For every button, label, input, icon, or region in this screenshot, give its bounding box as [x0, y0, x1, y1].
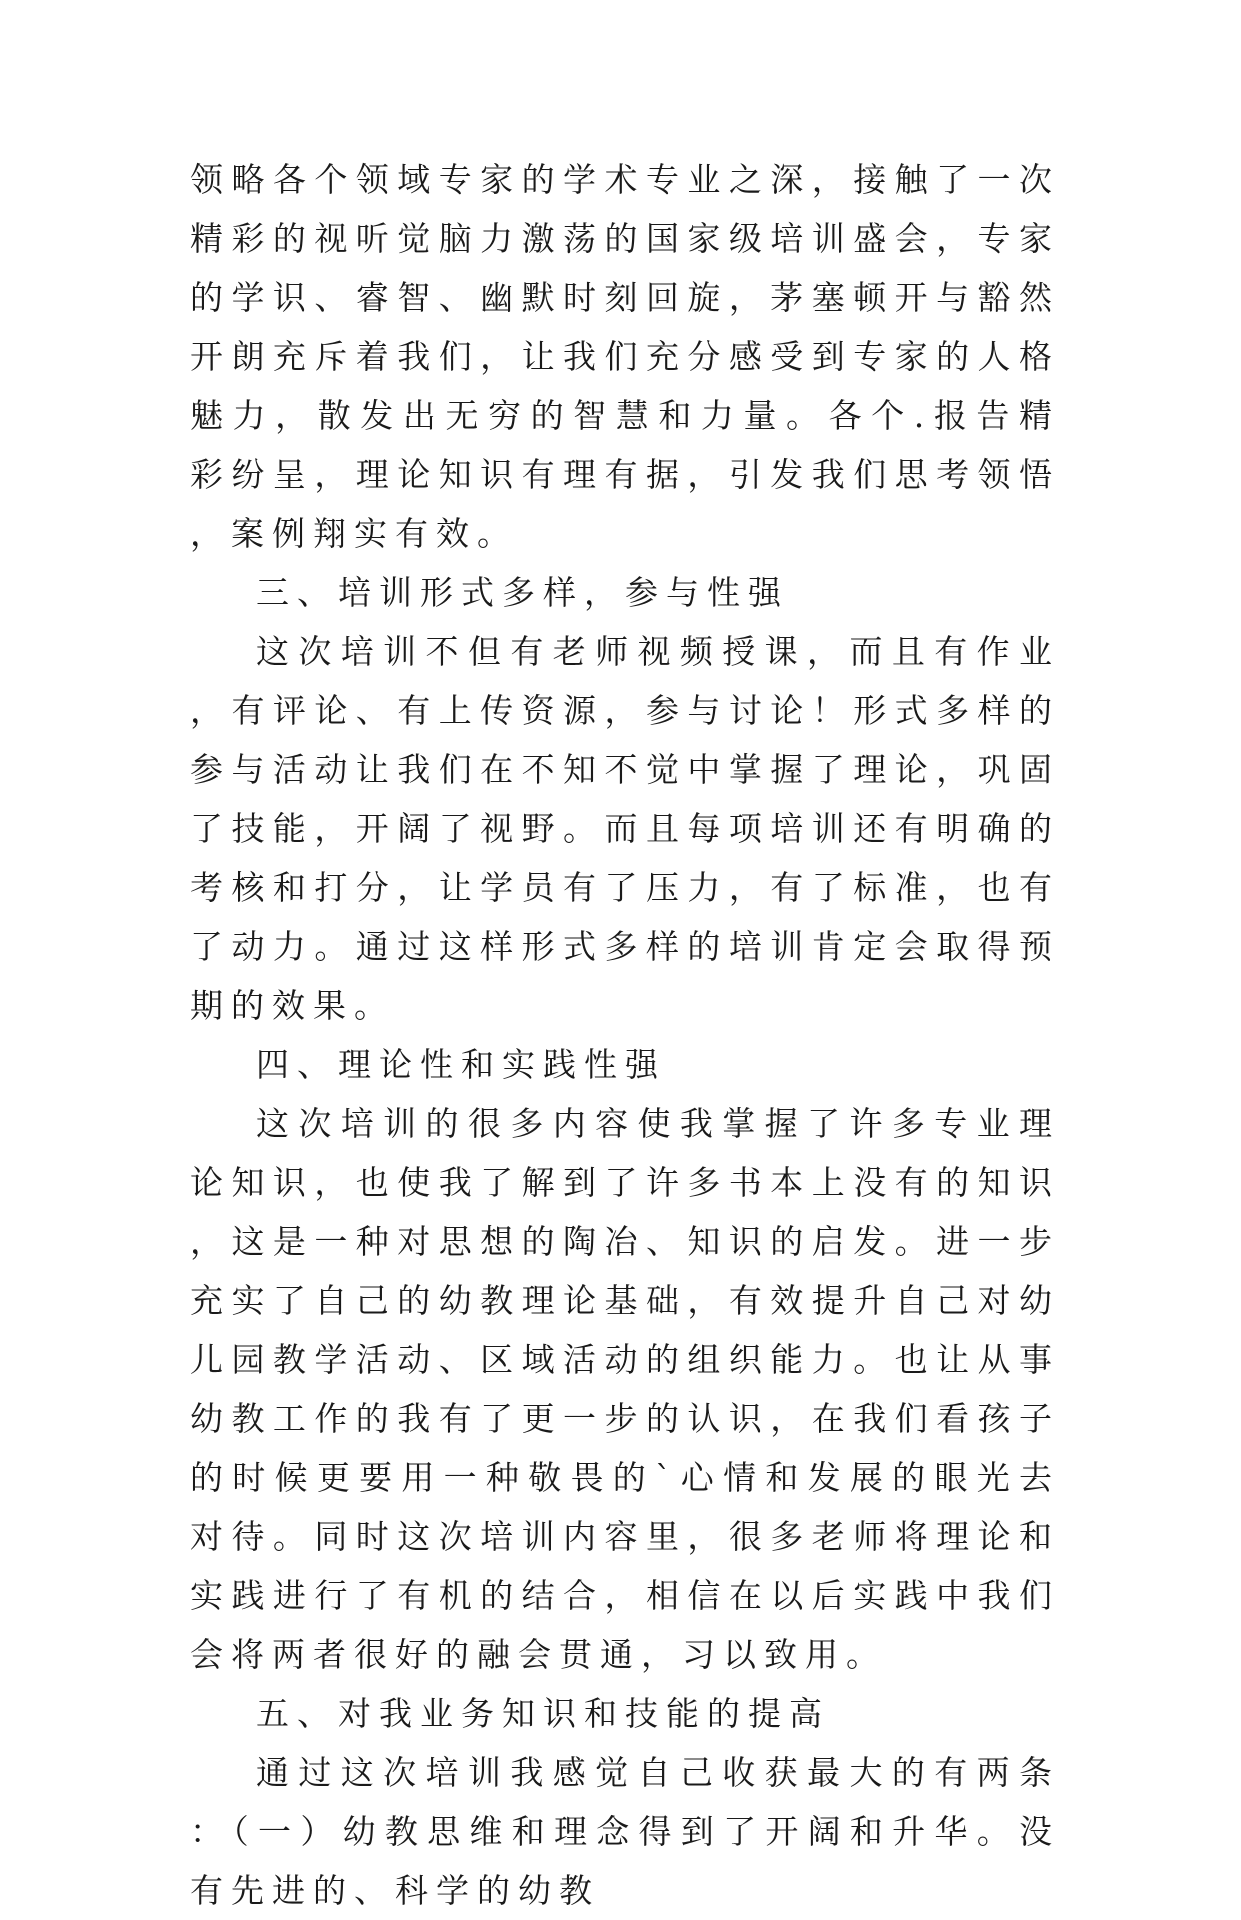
document-page: [190, 150, 1060, 1920]
body-paragraph-1: 领略各个领域专家的学术专业之深，接触了一次精彩的视听觉脑力激荡的国家级培训盛会，专家的学识、睿智、幽默时刻回旋，茅塞顿开与豁然开朗充斥着我们，让我们充分感受到专家的人格魅力，散发出无穷的智慧和力量。各个.报告精彩纷呈，理论知识有理有据，引发我们思考领悟，案例翔实有效。: [190, 160, 1060, 553]
section-heading-5: 五、对我业务知识和技能的提高: [256, 1694, 830, 1733]
body-paragraph-2: 这次培训不但有老师视频授课，而且有作业，有评论、有上传资源，参与讨论！形式多样的参与活动让我们在不知不觉中掌握了理论，巩固了技能，开阔了视野。而且每项培训还有明确的考核和打分，让学员有了压力，有了标准，也有了动力。通过这样形式多样的培训肯定会取得预期的效果。: [190, 632, 1060, 1025]
body-paragraph-3: 这次培训的很多内容使我掌握了许多专业理论知识，也使我了解到了许多书本上没有的知识，这是一种对思想的陶冶、知识的启发。进一步充实了自己的幼教理论基础，有效提升自己对幼儿园教学活动、区域活动的组织能力。也让从事幼教工作的我有了更一步的认识，在我们看孩子的时候更要用一种敬畏的`心情和发展的眼光去对待。同时这次培训内容里，很多老师将理论和实践进行了有机的结合，相信在以后实践中我们会将两者很好的融会贯通，习以致用。: [190, 1104, 1060, 1674]
section-heading-3: 三、培训形式多样，参与性强: [256, 573, 789, 612]
body-paragraph-4: 通过这次培训我感觉自己收获最大的有两条：（一）幼教思维和理念得到了开阔和升华。没有先进的、科学的幼教: [190, 1753, 1060, 1910]
section-heading-4: 四、理论性和实践性强: [256, 1045, 666, 1084]
